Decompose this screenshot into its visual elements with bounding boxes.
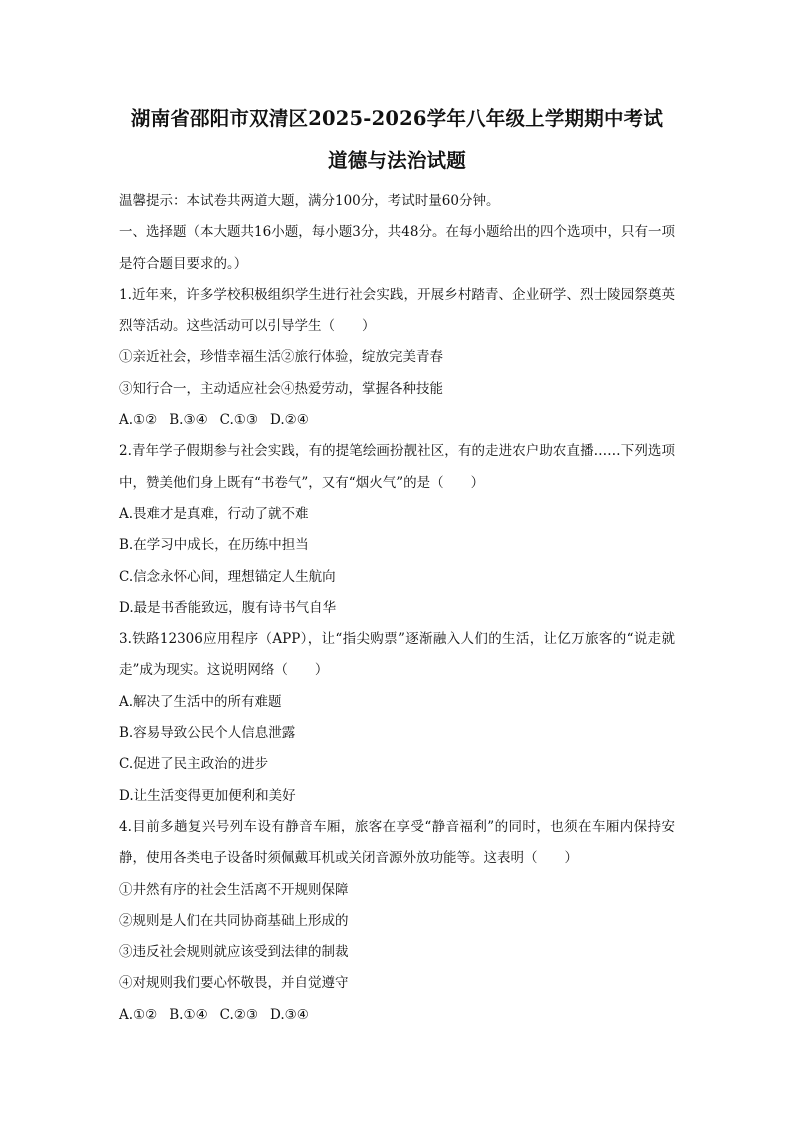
question-4-item: ②规则是人们在共同协商基础上形成的: [119, 912, 349, 929]
exam-title-line1: 湖南省邵阳市双清区2025-2026学年八年级上学期期中考试: [130, 107, 664, 130]
question-2-option-c: C.信念永怀心间，理想锚定人生航向: [119, 568, 336, 585]
choice-a: A.①②: [119, 412, 158, 429]
question-2-option-b: B.在学习中成长，在历练中担当: [119, 537, 309, 554]
choice-b: B.①④: [169, 1006, 208, 1023]
question-3-stem: 3.铁路12306应用程序（APP），让“指尖购票”逐渐融入人们的生活，让亿万旅客的“说走就走”成为现实。这说明网络（ ）: [119, 631, 675, 679]
question-3-option-b: B.容易导致公民个人信息泄露: [119, 725, 296, 742]
question-1-stem: 1.近年来，许多学校积极组织学生进行社会实践，开展乡村踏青、企业研学、烈士陵园祭奠英烈等活动。这些活动可以引导学生（ ）: [119, 286, 675, 335]
question-1-choices: [119, 405, 675, 436]
section1-heading: 一、选择题（本大题共16小题，每小题3分，共48分。在每小题给出的四个选项中，只有一项是符合题目要求的。）: [119, 224, 675, 272]
question-3-option-a: A.解决了生活中的所有难题: [119, 693, 282, 710]
exam-page: [119, 104, 675, 1031]
question-2-option-d: D.最是书香能致远，腹有诗书气自华: [119, 599, 337, 616]
choice-a: A.①②: [119, 1006, 158, 1023]
question-4-item: ①井然有序的社会生活离不开规则保障: [119, 881, 349, 898]
question-2-stem: 2.青年学子假期参与社会实践，有的提笔绘画扮靓社区，有的走进农户助农直播……下列选项中，赞美他们身上既有“书卷气”，又有“烟火气”的是（ ）: [119, 443, 675, 491]
question-1-item: ③知行合一，主动适应社会④热爱劳动，掌握各种技能: [119, 380, 443, 397]
question-3-option-c: C.促进了民主政治的进步: [119, 756, 269, 773]
exam-title-line2: 道德与法治试题: [328, 149, 466, 172]
choice-b: B.③④: [169, 412, 208, 429]
question-4-choices: [119, 1000, 675, 1031]
choice-c: C.①③: [219, 412, 259, 429]
question-4-item: ③违反社会规则就应该受到法律的制裁: [119, 944, 349, 961]
question-4-item: ④对规则我们要心怀敬畏，并自觉遵守: [119, 975, 349, 992]
choice-d: D.③④: [270, 1006, 309, 1023]
question-3-option-d: D.让生活变得更加便利和美好: [119, 787, 296, 804]
tip-text: 温馨提示：本试卷共两道大题，满分100分，考试时量60分钟。: [119, 193, 500, 209]
question-1-item: ①亲近社会，珍惜幸福生活②旅行体验，绽放完美青春: [119, 349, 443, 366]
choice-c: C.②③: [219, 1006, 259, 1023]
question-2-option-a: A.畏难才是真难，行动了就不难: [119, 505, 309, 522]
choice-d: D.②④: [270, 412, 309, 429]
question-4-stem: 4.目前多趟复兴号列车设有静音车厢，旅客在享受“静音福利”的同时，也须在车厢内保持安静，使用各类电子设备时须佩戴耳机或关闭音源外放功能等。这表明（ ）: [119, 818, 675, 867]
